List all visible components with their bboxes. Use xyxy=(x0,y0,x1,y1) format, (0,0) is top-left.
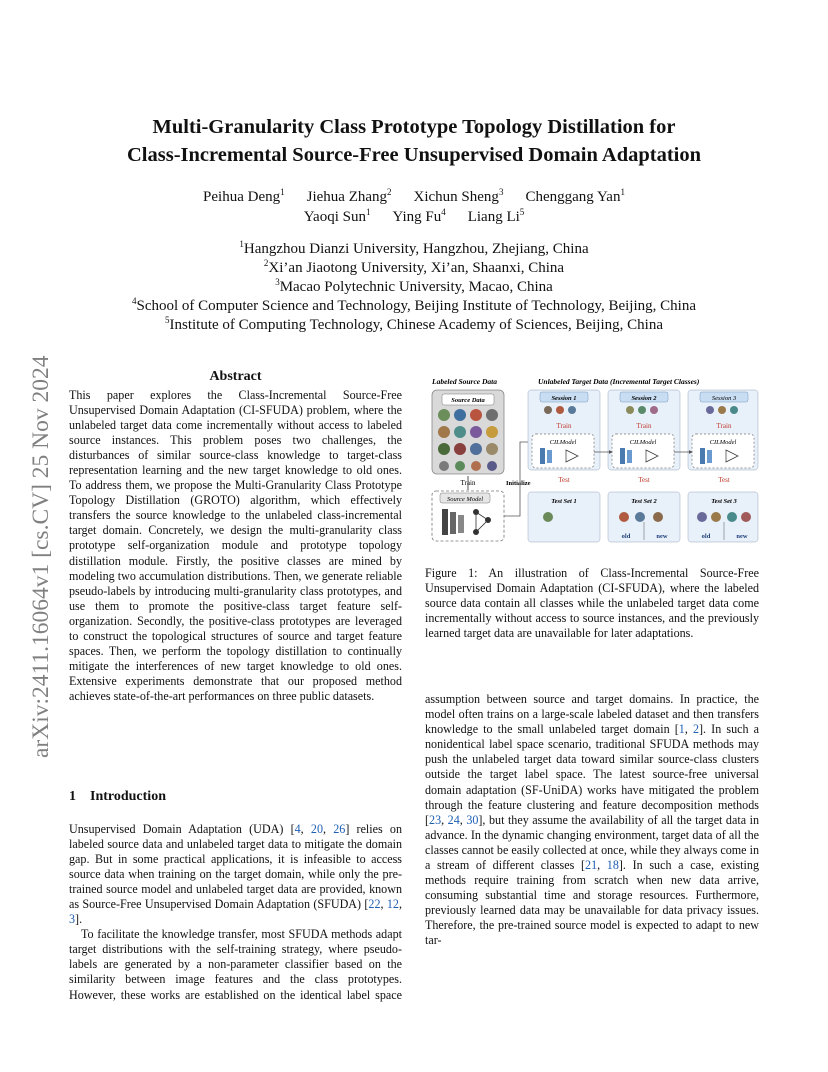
abstract-text: This paper explores the Class-Incremental Source-Free Unsupervised Domain Adaptation (CI-SFUDA) problem, where the unlabeled target data come incrementally without access to labeled source instances. This problem poses two challenges, the disturbances of similar source-class knowledge to target-class representation learning and the new target knowledge to old ones. To address them, we propose the Multi-Granularity Class Prototype Topology Distillation (GROTO) algorithm, which effectively transfers the source knowledge to the unlabeled class-incremental target domain. Concretely, we design the multi-granularity class prototype self-organization module and prototype topology distillation module. Firstly, the positive classes are mined by modeling two accumulation distributions. Then, we generate reliable pseudo-labels by introducing multi-granularity class prototypes, and use them to promote the positive-class target feature self-organization. Secondly, the positive-class prototypes are leveraged to construct the topological structures of source and target feature spaces. Then, we perform the topology distillation to continually mitigate the interferences of new target knowledge to old ones. Extensive experiments demonstrate that our proposed method achieves state-of-the-art performances on three public datasets. xyxy=(69,388,402,703)
affiliation-line: $^4$School of Computer Science and Technology, Beijing Institute of Technology, Beijing, China xyxy=(132,296,696,314)
intro-paragraph-1: Unsupervised Domain Adaptation (UDA) [4, 20, 26] relies on labeled source data and unlabeled target data to mitigate the domain gap. But in some practical applications, it is infeasible to access source data when training on the target domain, while only the pre-trained source model and unlabeled target data are provided, known as Source-Free Unsupervised Domain Adaptation (SFUDA) [22, 12, 3]. xyxy=(69,822,403,927)
fig-label-unlabeled-target: Unlabeled Target Data (Incremental Target Classes) xyxy=(538,377,700,386)
citation-link[interactable]: 18 xyxy=(606,857,619,872)
affiliation-line: $^1$Hangzhou Dianzi University, Hangzhou, Zhejiang, China xyxy=(239,239,589,257)
fig-label-test-set-3: Test Set 3 xyxy=(711,498,737,505)
intro-right-column xyxy=(425,692,759,996)
fig-label-initialize: Initialize xyxy=(506,480,531,487)
section-title: Introduction xyxy=(90,789,166,804)
fig-label-source-model: Source Model xyxy=(446,496,484,503)
citation-link[interactable]: 2 xyxy=(692,722,700,737)
section-number: 1 xyxy=(69,789,76,804)
fig-label-session-2: Session 2 xyxy=(631,395,657,402)
author-affil-marker: 2 xyxy=(387,187,392,197)
intro-left-column xyxy=(69,822,402,1002)
citation-link[interactable]: 1 xyxy=(678,722,685,737)
author-affil-marker: 4 xyxy=(441,207,446,217)
author-name: Jiehua Zhang$^2$ xyxy=(306,187,392,205)
author-affil-marker: 1 xyxy=(365,207,371,217)
arxiv-id: arXiv:2411.16064v1 [cs.CV] 25 Nov 2024 xyxy=(28,355,54,758)
abstract-heading: Abstract xyxy=(209,369,262,384)
author-name: Chenggang Yan$^1$ xyxy=(525,187,625,205)
fig-label-new-3: new xyxy=(736,533,748,540)
citation-link[interactable]: 20 xyxy=(310,822,323,836)
citation-link[interactable]: 21 xyxy=(585,857,598,872)
fig-label-test-2: Test xyxy=(638,476,650,484)
citation-link[interactable]: 23 xyxy=(429,812,442,827)
fig-label-cil-model-3: CILModel xyxy=(709,439,737,446)
fig-label-train-3: Train xyxy=(716,422,732,430)
figure-1 xyxy=(428,372,760,544)
authors xyxy=(70,187,758,227)
fig-label-train-source: Train xyxy=(460,479,476,487)
author-name: Ying Fu$^4$ xyxy=(392,207,446,225)
title-line-1: Multi-Granularity Class Prototype Topology Distillation for xyxy=(152,116,676,138)
affiliation-line: $^3$Macao Polytechnic University, Macao, China xyxy=(275,277,553,295)
fig-label-labeled-source: Labeled Source Data xyxy=(432,377,497,386)
fig-label-new-2: new xyxy=(656,533,668,540)
author-affil-marker: 1 xyxy=(280,187,285,197)
authors-row-1 xyxy=(70,187,758,207)
fig-label-session-3: Session 3 xyxy=(711,395,737,402)
author-affil-marker: 1 xyxy=(620,187,625,197)
authors-row-2 xyxy=(70,207,758,227)
session-images xyxy=(544,406,738,414)
author-name: Yaoqi Sun$^1$ xyxy=(303,207,371,225)
figure-1-caption: Figure 1: An illustration of Class-Incremental Source-Free Unsupervised Domain Adaptation (CI-SFUDA), where the labeled source data contain all classes while the unlabeled target data come incrementally without access to source instances, and the previously learned target data are unavailable for later adaptations. xyxy=(425,566,759,641)
fig-label-session-1: Session 1 xyxy=(551,395,577,402)
fig-label-test-set-2: Test Set 2 xyxy=(631,498,657,505)
intro-paragraph-2-continued: assumption between source and target domains. In practice, the model often trains on a large-scale labeled dataset and then transfers knowledge to the small unlabeled target domain [1, 2]. In such a nonidentical label space scenario, traditional SFUDA methods may push the unlabeled target data toward similar source-class clusters outside the target label space. The latest source-free universal domain adaptation (SF-UniDA) works have mitigated the problem through the feature clustering and feature decomposition methods [23, 24, 30], but they assume the availability of all the target data in advance. In the dynamic changing environment, target data of all the classes cannot be easily collected at once, while they always come in a stream of different classes [21, 18]. In such a case, existing methods require training from scratch when new data arrive, consuming substantial time and storage resources. Furthermore, previously learned data may be unavailable for data privacy issues. Therefore, the pre-trained source model is expected to adapt to new tar- xyxy=(425,692,759,947)
fig-label-train-1: Train xyxy=(556,422,572,430)
affiliation-line: $^5$Institute of Computing Technology, Chinese Academy of Sciences, Beijing, China xyxy=(165,315,663,333)
paper-title xyxy=(70,113,758,169)
author-affil-marker: 5 xyxy=(519,207,525,217)
abstract-body xyxy=(69,388,402,704)
citation-link[interactable]: 24 xyxy=(447,812,460,827)
fig-label-test-1: Test xyxy=(558,476,570,484)
citation-link[interactable]: 4 xyxy=(294,822,301,836)
citation-link[interactable]: 30 xyxy=(466,812,479,827)
section-heading xyxy=(69,789,166,805)
citation-link[interactable]: 26 xyxy=(333,822,346,836)
fig-label-train-2: Train xyxy=(636,422,652,430)
author-name: Peihua Deng$^1$ xyxy=(203,187,285,205)
arxiv-sidebar xyxy=(16,280,56,760)
fig-label-test-set-1: Test Set 1 xyxy=(551,498,577,505)
citation-link[interactable]: 22 xyxy=(368,897,381,912)
author-name: Xichun Sheng$^3$ xyxy=(413,187,504,205)
intro-paragraph-2: To facilitate the knowledge transfer, most SFUDA methods adapt target distributions with the self-training strategy, where pseudo-labels are generated by a non-parameter classifier based on the similarity between image features and the class prototypes. However, these works are established on the identical label space xyxy=(69,927,402,1002)
author-name: Liang Li$^5$ xyxy=(467,207,525,225)
fig-label-cil-model-2: CILModel xyxy=(629,439,657,446)
fig-label-old-2: old xyxy=(621,533,631,540)
fig-label-cil-model-1: CILModel xyxy=(549,439,577,446)
fig-label-source-data: Source Data xyxy=(451,397,485,404)
affiliations xyxy=(70,240,758,335)
fig-label-test-3: Test xyxy=(718,476,730,484)
citation-link[interactable]: 12 xyxy=(386,897,399,912)
affiliation-line: $^2$Xi’an Jiaotong University, Xi’an, Shaanxi, China xyxy=(263,258,565,276)
fig-label-old-3: old xyxy=(701,533,711,540)
author-affil-marker: 3 xyxy=(498,187,504,197)
citation-link[interactable]: 3 xyxy=(69,912,76,927)
title-line-2: Class-Incremental Source-Free Unsupervised Domain Adaptation xyxy=(127,144,701,166)
